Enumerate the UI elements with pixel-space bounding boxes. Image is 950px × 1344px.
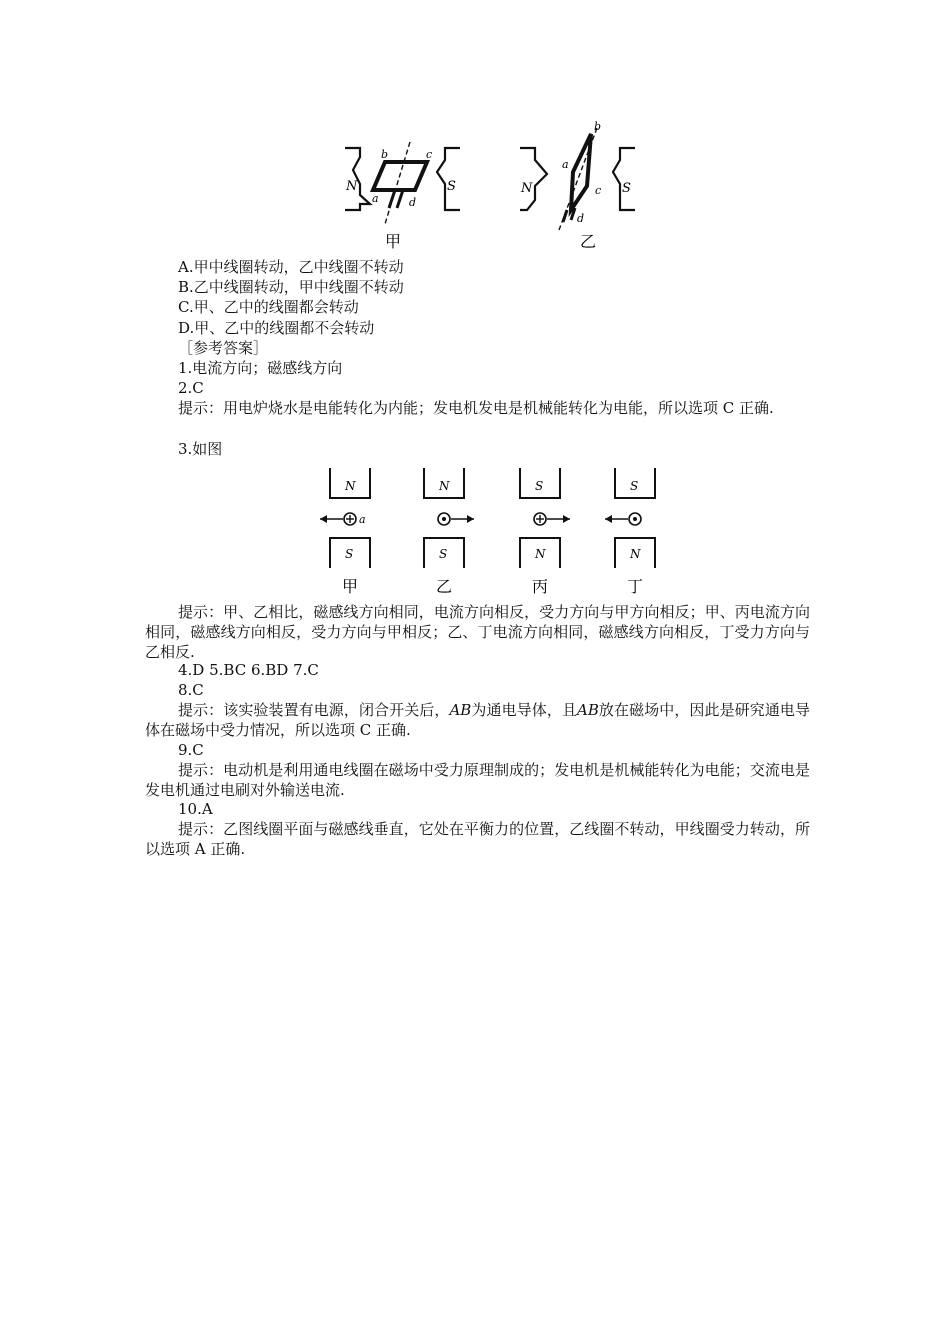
pole-n-right: N <box>521 181 533 196</box>
pole-bottom-2: N <box>535 547 546 561</box>
caption-2: 丙 <box>532 577 549 596</box>
coil-right <box>571 134 591 210</box>
option-a: A.甲中线圈转动，乙中线圈不转动 <box>178 258 404 276</box>
hint-10: 提示：乙图线圈平面与磁感线垂直，它处在平衡力的位置，乙线圈不转动，甲线圈受力转动，所以选项 A 正确. <box>145 820 810 858</box>
answer-1: 1.电流方向；磁感线方向 <box>178 359 343 377</box>
answer-3: 3.如图 <box>178 440 223 458</box>
coil-left-group <box>345 142 460 224</box>
dot-3 <box>633 517 637 521</box>
force-diagram <box>310 462 670 598</box>
answers-heading: ［参考答案］ <box>178 339 269 357</box>
answer-8: 8.C <box>178 681 204 699</box>
svg-text:b: b <box>594 120 602 133</box>
pole-bottom-0: S <box>345 547 354 561</box>
pole-top-0: N <box>345 479 356 493</box>
dot-1 <box>442 517 446 521</box>
caption-yi: 乙 <box>580 232 597 251</box>
caption-0: 甲 <box>342 577 359 596</box>
hint-8: 提示：该实验装置有电源，闭合开关后，AB为通电导体，且AB放在磁场中，因此是研究通电导体在磁场中受力情况，所以选项 C 正确. <box>145 701 810 739</box>
pole-bottom-1: S <box>439 547 448 561</box>
hint-3: 提示：甲、乙相比，磁感线方向相同，电流方向相反，受力方向与甲方向相反；甲、丙电流方向相同，磁感线方向相反，受力方向与甲相反；乙、丁电流方向相同，磁感线方向相反，丁受力方向与乙相反. <box>145 603 810 661</box>
pole-top-1: N <box>439 479 450 493</box>
caption-jia: 甲 <box>385 232 402 251</box>
label-a: a <box>359 513 366 526</box>
hint-9: 提示：电动机是利用通电线圈在磁场中受力原理制成的；发电机是机械能转化为电能；交流电是发电机通过电刷对外输送电流. <box>145 761 810 799</box>
caption-3: 丁 <box>627 577 644 596</box>
coil-figure <box>335 112 655 252</box>
hint-2: 提示：用电炉烧水是电能转化为内能；发电机发电是机械能转化为电能，所以选项 C 正确. <box>178 399 774 417</box>
svg-text:b: b <box>381 148 389 161</box>
svg-text:c: c <box>595 184 602 197</box>
force-figure <box>310 462 670 598</box>
svg-text:d: d <box>409 196 417 209</box>
svg-text:c: c <box>426 148 433 161</box>
svg-text:a: a <box>562 158 569 171</box>
pole-top-3: S <box>630 479 639 493</box>
answer-10: 10.A <box>178 800 213 818</box>
pole-bottom-3: N <box>630 547 641 561</box>
pole-n-left: N <box>346 179 358 194</box>
coil-diagram <box>335 112 655 252</box>
pole-s-right: S <box>622 181 631 196</box>
answer-9: 9.C <box>178 741 204 759</box>
svg-text:a: a <box>372 192 379 205</box>
pole-top-2: S <box>535 479 544 493</box>
caption-1: 乙 <box>436 577 453 596</box>
option-d: D.甲、乙中的线圈都不会转动 <box>178 319 375 337</box>
magnet-n-right <box>520 148 547 210</box>
answer-4-7: 4.D 5.BC 6.BD 7.C <box>178 661 319 679</box>
magnet-s-right <box>613 148 635 210</box>
option-c: C.甲、乙中的线圈都会转动 <box>178 298 359 316</box>
option-b: B.乙中线圈转动，甲中线圈不转动 <box>178 278 404 296</box>
svg-text:d: d <box>577 212 585 225</box>
pole-s-left: S <box>447 179 456 194</box>
answer-2: 2.C <box>178 379 204 397</box>
